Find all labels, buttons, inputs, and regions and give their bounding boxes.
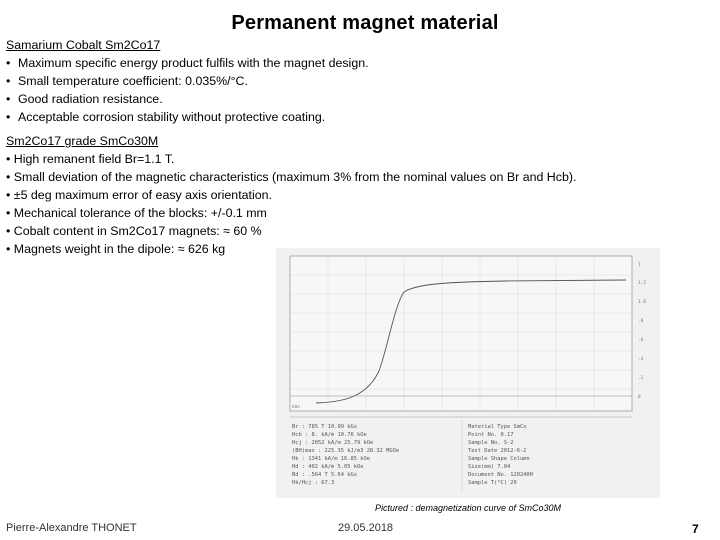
right-table-row: Point No. 0.17	[468, 432, 514, 438]
right-table-row: Material Type SmCo	[468, 424, 527, 430]
bullet-item: • Small temperature coefficient: 0.035%/°C.	[6, 72, 526, 90]
svg-text:.8: .8	[638, 319, 644, 324]
svg-text:.6: .6	[638, 338, 644, 343]
svg-text:kOe: kOe	[292, 405, 300, 410]
svg-text:0: 0	[638, 395, 641, 400]
svg-text:.2: .2	[638, 376, 644, 381]
left-table-row: Br : 785 T 10.99 kGs	[292, 424, 357, 430]
right-table-row: Sample T(°C) 20	[468, 480, 517, 486]
right-table-row: Sample No. S-2	[468, 440, 514, 446]
right-table-row: Sample Shape Column	[468, 456, 530, 462]
right-table-row: Document No. 120240H	[468, 472, 533, 478]
section-grade-smco30m	[6, 132, 626, 258]
bullet-item: • Maximum specific energy product fulfils with the magnet design.	[6, 54, 526, 72]
spec-line: • Mechanical tolerance of the blocks: +/-0.1 mm	[6, 206, 267, 220]
svg-text:1.2: 1.2	[638, 281, 646, 286]
left-table-row: Hk/Hcj : 67.3	[292, 480, 335, 486]
right-table-row: Size(mm) 7.04	[468, 464, 511, 470]
spec-line: • Cobalt content in Sm2Co17 magnets: ≈ 60 %	[6, 224, 262, 238]
left-table-row: (BH)max : 225.35 kJ/m3 28.32 MGOe	[292, 448, 400, 454]
right-table-row: Test Date 2012-6-2	[468, 448, 527, 454]
left-table-row: Hcj : 2052 kA/m 25.79 kOe	[292, 440, 374, 446]
section-samarium-cobalt	[6, 36, 526, 126]
left-table-row: Hcb : 8. kA/m 10.76 kOe	[292, 432, 367, 438]
svg-text:.4: .4	[638, 357, 644, 362]
footer-author: Pierre-Alexandre THONET	[6, 522, 137, 534]
figure-caption: Pictured : demagnetization curve of SmCo30M	[374, 503, 562, 513]
left-table-row: Hk : 1341 kA/m 16.85 kOe	[292, 456, 370, 462]
left-table-row: Hd : 402 kA/m 5.05 kOe	[292, 464, 364, 470]
section2-heading: Sm2Co17 grade SmCo30M	[6, 134, 159, 148]
bullet-item: • Acceptable corrosion stability without protective coating.	[6, 108, 526, 126]
spec-line: • High remanent field Br=1.1 T.	[6, 152, 175, 166]
spec-line: • Magnets weight in the dipole: ≈ 626 kg	[6, 242, 226, 256]
spec-line: • Small deviation of the magnetic characteristics (maximum 3% from the nominal values on Br and Hcb).	[6, 170, 577, 184]
bullet-item: • Good radiation resistance.	[6, 90, 526, 108]
section1-heading: Samarium Cobalt Sm2Co17	[6, 38, 161, 52]
page-number: 7	[692, 522, 699, 536]
section1-bullets	[6, 54, 526, 126]
svg-text:1.0: 1.0	[638, 300, 646, 305]
svg-text:T: T	[638, 263, 641, 268]
footer-date: 29.05.2018	[338, 522, 394, 534]
spec-line: • ±5 deg maximum error of easy axis orientation.	[6, 188, 272, 202]
left-table-row: Bd : .564 T 5.64 kGs	[292, 472, 357, 478]
slide-title: Permanent magnet material	[231, 12, 499, 34]
demagnetization-curve-image	[276, 248, 660, 498]
